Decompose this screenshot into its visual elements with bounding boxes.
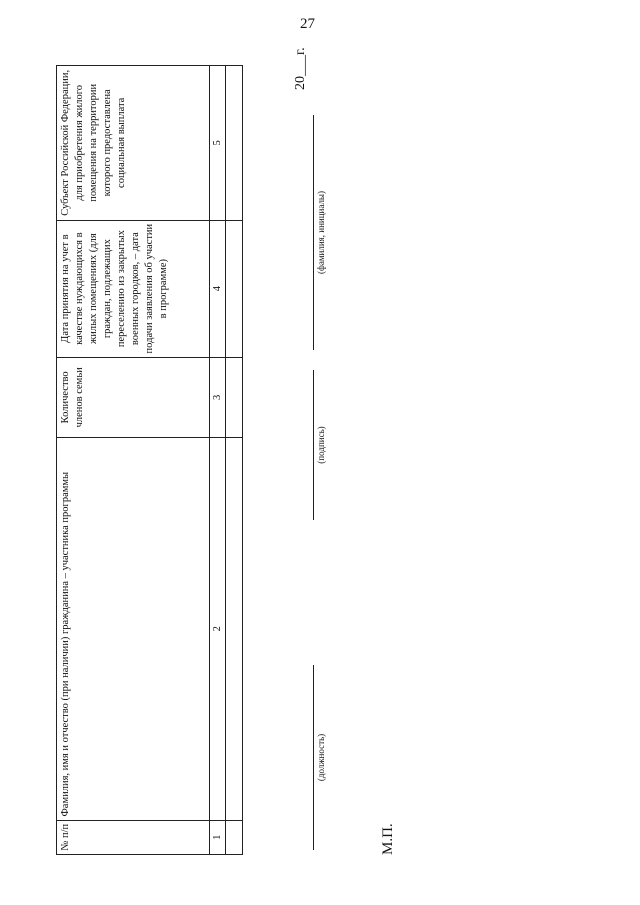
header-full-name: Фамилия, имя и отчество (при наличии) гражданина – участника программы (57, 438, 210, 821)
header-federation-subject: Субъект Российской Федерации, для приобретения жилого помещения на территории которого предоставлена социальная выплата (57, 66, 210, 221)
header-registration-date: Дата принятия на учет в качестве нуждающихся в жилых помещениях (для граждан, подлежащих переселению из закрытых военных городков, – дата подачи заявления об участии в программе) (57, 220, 210, 357)
table-cell (226, 820, 243, 854)
column-number: 2 (210, 438, 226, 821)
position-label: (должность) (316, 733, 326, 782)
table-cell (226, 438, 243, 821)
table-row (226, 66, 243, 855)
rotated-form (40, 47, 540, 860)
signature-label: (подпись) (316, 426, 326, 464)
column-number: 5 (210, 66, 226, 221)
column-number: 3 (210, 357, 226, 437)
table-cell (226, 220, 243, 357)
name-label: (фамилия, инициалы) (316, 191, 326, 274)
column-numbers-row (210, 66, 226, 855)
column-number: 1 (210, 820, 226, 854)
participants-table (56, 65, 243, 855)
name-line (313, 115, 314, 350)
table-cell (226, 357, 243, 437)
column-number: 4 (210, 220, 226, 357)
page-number: 27 (300, 16, 315, 32)
stamp-mark: М.П. (380, 823, 396, 855)
header-number: № п/п (57, 820, 210, 854)
header-family-members: Количество членов семьи (57, 357, 210, 437)
table-cell (226, 66, 243, 221)
table-header-row (57, 66, 210, 855)
signature-line (313, 370, 314, 520)
position-line (313, 665, 314, 850)
date-line: 20___г. (293, 47, 308, 90)
